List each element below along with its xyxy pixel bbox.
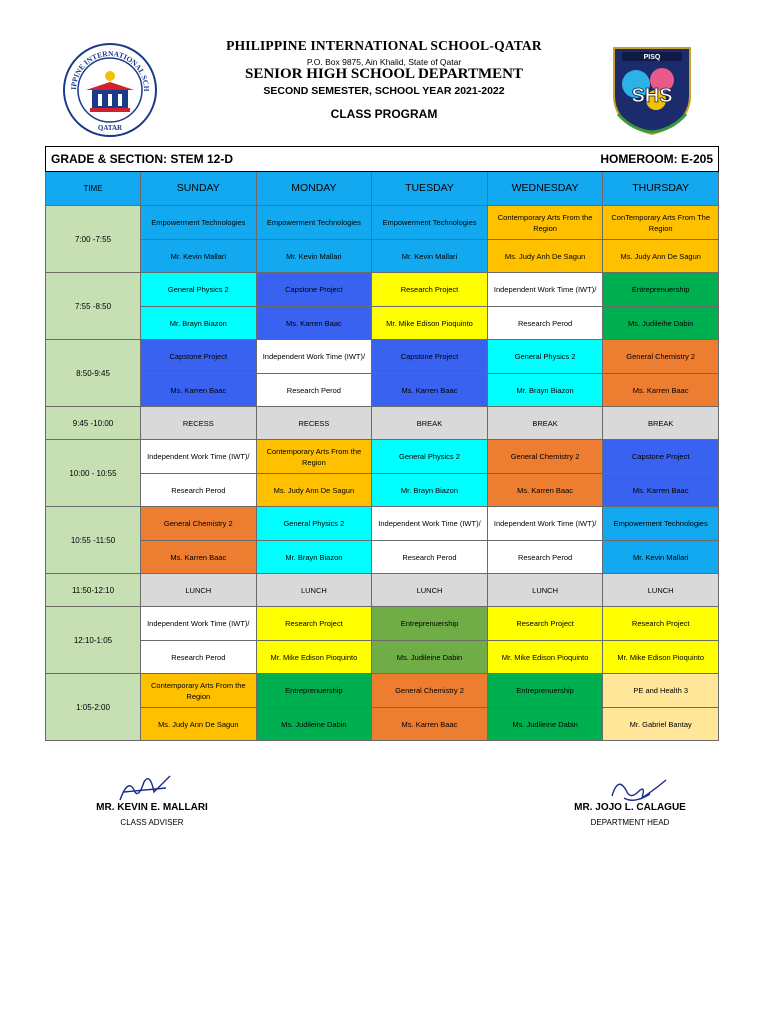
break-cell: LUNCH (141, 574, 257, 607)
svg-text:SHS: SHS (631, 85, 673, 107)
break-cell: BREAK (603, 407, 719, 440)
subject-cell: Research Project (603, 607, 719, 641)
time-slot: 7:00 -7:55 (46, 206, 141, 273)
teacher-cell: Ms. Karren Baac (141, 541, 257, 574)
subject-cell: Capstone Project (372, 340, 488, 374)
teacher-cell: Ms. Judileine Dabin (372, 641, 488, 674)
break-cell: RECESS (141, 407, 257, 440)
break-cell: BREAK (372, 407, 488, 440)
teacher-cell: Mr. Mike Edison Pioquinto (603, 641, 719, 674)
teacher-cell: Mr. Kevin Mallari (256, 240, 372, 273)
school-name: PHILIPPINE INTERNATIONAL SCHOOL-QATAR (226, 38, 542, 53)
subject-cell: Independent Work Time (IWT)/ (256, 340, 372, 374)
period-teacher-row (46, 307, 719, 340)
teacher-cell: Research Perod (141, 641, 257, 674)
break-cell: BREAK (487, 407, 603, 440)
subject-cell: Independent Work Time (IWT)/ (372, 507, 488, 541)
teacher-cell: Research Perod (372, 541, 488, 574)
department-head-title: DEPARTMENT HEAD (590, 818, 670, 827)
subject-cell: Capstone Project (603, 440, 719, 474)
title-cell (46, 147, 719, 172)
subject-cell: ConTemporary Arts From The Region (603, 206, 719, 240)
day-header-row (46, 172, 719, 206)
break-cell: LUNCH (372, 574, 488, 607)
break-cell: LUNCH (256, 574, 372, 607)
period-subject-row (46, 273, 719, 307)
period-teacher-row (46, 641, 719, 674)
teacher-cell: Research Perod (487, 307, 603, 340)
adviser-title: CLASS ADVISER (120, 818, 184, 827)
subject-cell: General Chemistry 2 (603, 340, 719, 374)
teacher-cell: Ms. Judileine Dabin (487, 708, 603, 741)
subject-cell: General Physics 2 (372, 440, 488, 474)
teacher-cell: Ms. Judileihe Dabin (603, 307, 719, 340)
teacher-cell: Ms. Karren Baac (372, 374, 488, 407)
teacher-cell: Research Perod (487, 541, 603, 574)
teacher-cell: Research Perod (256, 374, 372, 407)
subject-cell: Independent Work Time (IWT)/ (141, 440, 257, 474)
break-row (46, 407, 719, 440)
teacher-cell: Research Perod (141, 474, 257, 507)
teacher-cell: Mr. Mike Edison Pioquinto (256, 641, 372, 674)
teacher-cell: Mr. Kevin Mallari (603, 541, 719, 574)
teacher-cell: Ms. Judy Ann De Sagun (256, 474, 372, 507)
program-title: CLASS PROGRAM (330, 107, 438, 121)
period-teacher-row (46, 240, 719, 273)
period-teacher-row (46, 708, 719, 741)
teacher-cell: Ms. Karren Baac (603, 374, 719, 407)
svg-text:QATAR: QATAR (97, 124, 123, 132)
subject-cell: Entreprenuership (372, 607, 488, 641)
homeroom: HOMEROOM: E-205 (600, 151, 713, 166)
subject-cell: Contemporary Arts From the Region (487, 206, 603, 240)
subject-cell: Contemporary Arts From the Region (141, 674, 257, 708)
subject-cell: Independent Work Time (IWT)/ (487, 273, 603, 307)
day-header-sunday: SUNDAY (141, 172, 257, 206)
teacher-cell: Mr. Brayn Biazon (487, 374, 603, 407)
teacher-cell: Mr. Brayn Biazon (141, 307, 257, 340)
subject-cell: Independent Work Time (IWT)/ (487, 507, 603, 541)
teacher-cell: Ms. Judy Ann De Sagun (141, 708, 257, 741)
period-teacher-row (46, 374, 719, 407)
break-cell: LUNCH (487, 574, 603, 607)
time-slot: 10:00 - 10:55 (46, 440, 141, 507)
subject-cell: General Physics 2 (141, 273, 257, 307)
day-header-wednesday: WEDNESDAY (487, 172, 603, 206)
teacher-cell: Mr. Brayn Biazon (372, 474, 488, 507)
period-subject-row (46, 440, 719, 474)
svg-text:PISQ: PISQ (643, 54, 661, 61)
period-subject-row (46, 340, 719, 374)
subject-cell: Entreprenuership (256, 674, 372, 708)
subject-cell: Capstone Project (141, 340, 257, 374)
teacher-cell: Ms. Judileine Dabin (256, 708, 372, 741)
period-teacher-row (46, 541, 719, 574)
grade-section: GRADE & SECTION: STEM 12-D (51, 151, 234, 166)
period-subject-row (46, 206, 719, 240)
time-slot: 8:50-9:45 (46, 340, 141, 407)
subject-cell: Capstone Project (256, 273, 372, 307)
time-header: TIME (46, 172, 141, 206)
teacher-cell: Mr. Brayn Biazon (256, 541, 372, 574)
subject-cell: Research Project (487, 607, 603, 641)
teacher-cell: Mr. Mike Edison Pioquinto (487, 641, 603, 674)
subject-cell: Independent Work Time (IWT)/ (141, 607, 257, 641)
subject-cell: Research Project (256, 607, 372, 641)
teacher-cell: Ms. Karren Baac (372, 708, 488, 741)
break-cell: RECESS (256, 407, 372, 440)
period-subject-row (46, 507, 719, 541)
time-slot: 10:55 -11:50 (46, 507, 141, 574)
day-header-thursday: THURSDAY (603, 172, 719, 206)
time-slot: 11:50-12:10 (46, 574, 141, 607)
teacher-cell: Mr. Kevin Mallari (372, 240, 488, 273)
adviser-name: MR. KEVIN E. MALLARI (96, 802, 208, 813)
subject-cell: Entreprenuership (487, 674, 603, 708)
subject-cell: PE and Health 3 (603, 674, 719, 708)
subject-cell: Entreprenuership (603, 273, 719, 307)
class-schedule-table (45, 146, 719, 741)
teacher-cell: Mr. Gabriel Bantay (603, 708, 719, 741)
teacher-cell: Mr. Mike Edison Pioquinto (372, 307, 488, 340)
teacher-cell: Ms. Karren Baac (256, 307, 372, 340)
subject-cell: Empowerment Technologies (372, 206, 488, 240)
time-slot: 1:05-2:00 (46, 674, 141, 741)
teacher-cell: Ms. Karren Baac (141, 374, 257, 407)
period-subject-row (46, 607, 719, 641)
time-slot: 12:10-1:05 (46, 607, 141, 674)
break-cell: LUNCH (603, 574, 719, 607)
period-subject-row (46, 674, 719, 708)
subject-cell: Research Project (372, 273, 488, 307)
teacher-cell: Ms. Karren Baac (603, 474, 719, 507)
teacher-cell: Ms. Judy Ann De Sagun (603, 240, 719, 273)
break-row (46, 574, 719, 607)
subject-cell: General Chemistry 2 (487, 440, 603, 474)
subject-cell: General Chemistry 2 (372, 674, 488, 708)
period-teacher-row (46, 474, 719, 507)
svg-text:PHILIPPINE INTERNATIONAL SCHOO: IPPINE INTERNATIONAL SCH (68, 48, 152, 92)
subject-cell: General Physics 2 (256, 507, 372, 541)
subject-cell: Empowerment Technologies (256, 206, 372, 240)
day-header-monday: MONDAY (256, 172, 372, 206)
subject-cell: General Physics 2 (487, 340, 603, 374)
time-slot: 7:55 -8:50 (46, 273, 141, 340)
teacher-cell: Ms. Karren Baac (487, 474, 603, 507)
subject-cell: Empowerment Technologies (603, 507, 719, 541)
subject-cell: General Chemistry 2 (141, 507, 257, 541)
day-header-tuesday: TUESDAY (372, 172, 488, 206)
teacher-cell: Mr. Kevin Mallari (141, 240, 257, 273)
subject-cell: Contemporary Arts From the Region (256, 440, 372, 474)
semester-label: SECOND SEMESTER, SCHOOL YEAR 2021-2022 (263, 85, 505, 97)
subject-cell: Empowerment Technologies (141, 206, 257, 240)
time-slot: 9:45 -10:00 (46, 407, 141, 440)
teacher-cell: Ms. Judy Anh De Sagun (487, 240, 603, 273)
table-title-row (46, 147, 719, 172)
department-head-name: MR. JOJO L. CALAGUE (574, 802, 686, 813)
department-name: SENIOR HIGH SCHOOL DEPARTMENT (245, 66, 523, 82)
school-address: P.O. Box 9875, Ain Khalid, State of Qatar (306, 57, 462, 67)
